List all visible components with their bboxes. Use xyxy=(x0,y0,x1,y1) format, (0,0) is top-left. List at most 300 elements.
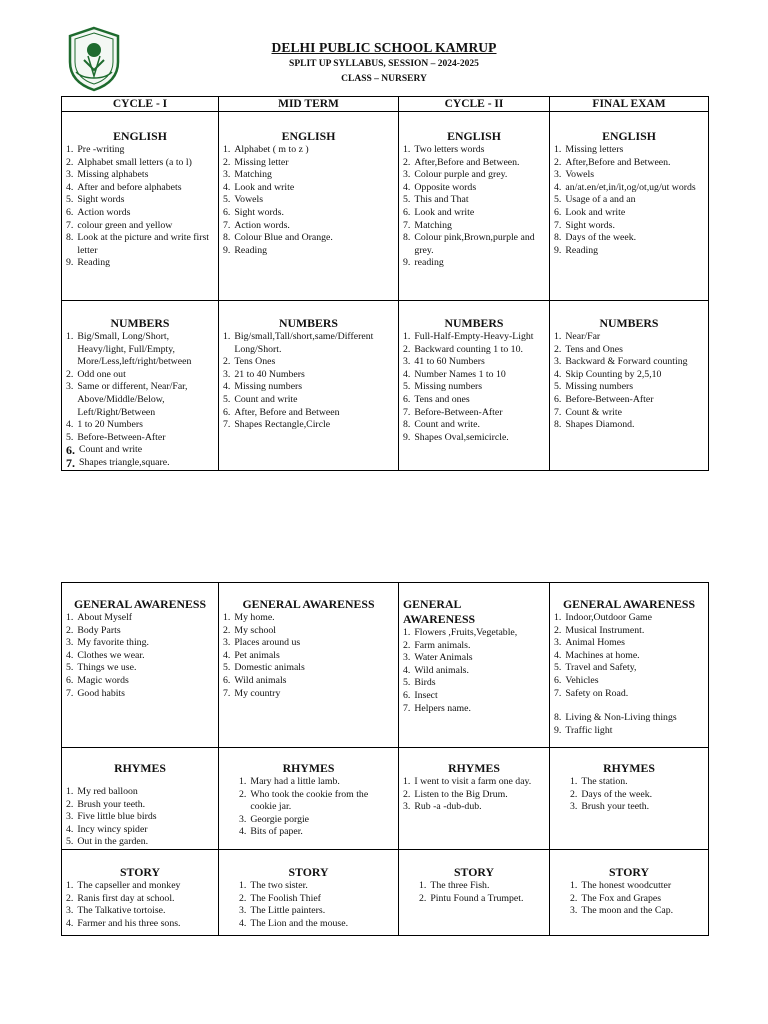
item-number: 4. xyxy=(223,381,231,393)
item-text: After and before alphabets xyxy=(77,181,182,193)
section-heading: GENERAL AWARENESS xyxy=(73,597,207,611)
list-item xyxy=(554,688,704,701)
item-text: Days of the week. xyxy=(565,232,637,244)
item-number: 3. xyxy=(403,652,411,664)
item-text: Look and write xyxy=(414,206,475,218)
item-text: Action words. xyxy=(234,219,290,231)
item-text: Musical Instrument. xyxy=(565,624,645,636)
item-text: My school xyxy=(234,624,276,636)
item-text: Look and write xyxy=(234,181,295,193)
list-item xyxy=(66,194,214,207)
section-heading: ENGLISH xyxy=(447,129,501,143)
item-number: 1. xyxy=(554,144,562,155)
item-number: 7. xyxy=(66,219,74,231)
item-text: Tens and Ones xyxy=(565,343,623,355)
item-number: 1. xyxy=(239,879,247,891)
item-number: 3. xyxy=(239,905,247,917)
list-item xyxy=(223,675,394,688)
item-number: 1. xyxy=(66,331,74,342)
item-text: 41 to 60 Numbers xyxy=(414,356,485,368)
item-number: 3. xyxy=(66,381,74,393)
list-item xyxy=(66,257,214,270)
item-number: 8. xyxy=(554,419,562,431)
item-text: Insect xyxy=(414,689,438,701)
list-item xyxy=(223,356,394,369)
item-number: 2. xyxy=(570,788,578,800)
item-number: 8. xyxy=(223,232,231,244)
general-awareness-cell xyxy=(399,583,550,748)
general-awareness-cell xyxy=(62,583,219,748)
list-item xyxy=(403,627,545,640)
item-number: 1. xyxy=(570,879,578,891)
list-item xyxy=(403,344,545,357)
item-text: Things we use. xyxy=(77,662,137,674)
item-text: Sight words. xyxy=(565,219,615,231)
item-number: 2. xyxy=(223,624,231,636)
item-number: 5. xyxy=(554,381,562,393)
item-number: 2. xyxy=(66,368,74,380)
topic-list xyxy=(403,144,545,270)
topic-list xyxy=(554,880,704,918)
item-text: Backward counting 1 to 10. xyxy=(414,343,523,355)
syllabus-subtitle: SPLIT UP SYLLABUS, SESSION – 2024-2025 xyxy=(289,59,479,69)
item-text: After,Before and Between. xyxy=(565,156,671,168)
item-text: After, Before and Between xyxy=(234,406,340,418)
list-item xyxy=(403,801,545,814)
list-item xyxy=(66,207,214,220)
list-item xyxy=(554,169,704,182)
list-item xyxy=(554,801,704,814)
item-number: 4. xyxy=(66,181,74,193)
item-text: Missing numbers xyxy=(414,381,483,393)
item-text: Five little blue birds xyxy=(77,811,157,823)
item-text: Before-Between-After xyxy=(77,431,166,443)
list-item xyxy=(554,712,704,725)
item-number: 1. xyxy=(66,612,74,623)
list-item xyxy=(223,169,394,182)
list-item xyxy=(66,905,214,918)
item-number: 9. xyxy=(554,724,562,736)
item-number: 6. xyxy=(403,689,411,701)
item-number: 5. xyxy=(554,662,562,674)
item-text: The Lion and the mouse. xyxy=(250,917,349,929)
item-text: Action words xyxy=(77,206,131,218)
item-text: The honest woodcutter xyxy=(581,879,672,891)
list-item xyxy=(66,637,214,650)
item-number: 8. xyxy=(554,232,562,244)
item-text: The capseller and monkey xyxy=(77,879,181,891)
list-item xyxy=(554,776,704,789)
list-item xyxy=(66,369,214,382)
list-item xyxy=(66,232,214,257)
item-number: 8. xyxy=(403,232,411,244)
list-item xyxy=(66,688,214,701)
topic-list xyxy=(66,880,214,930)
item-text: The Fox and Grapes xyxy=(581,892,662,904)
item-number: 3. xyxy=(239,813,247,825)
list-item xyxy=(403,640,545,653)
item-text: Wild animals. xyxy=(414,664,469,676)
list-item xyxy=(403,652,545,665)
section-heading: STORY xyxy=(453,864,495,879)
item-text: Reading xyxy=(234,244,268,256)
section-heading: STORY xyxy=(119,864,161,879)
list-item xyxy=(66,625,214,638)
list-item xyxy=(223,905,394,918)
item-number: 4. xyxy=(66,823,74,835)
item-number: 5. xyxy=(403,677,411,689)
item-number: 4. xyxy=(554,368,562,380)
item-text: Missing letters xyxy=(565,144,624,155)
topic-list xyxy=(223,880,394,930)
item-number: 1. xyxy=(403,331,411,342)
spacer xyxy=(66,776,214,786)
item-number: 3. xyxy=(223,637,231,649)
list-item xyxy=(223,918,394,931)
topic-list xyxy=(223,776,394,839)
list-item xyxy=(223,407,394,420)
item-text: Before-Between-After xyxy=(565,393,654,405)
list-item xyxy=(554,182,704,195)
item-number: 2. xyxy=(223,156,231,168)
item-text: The Little painters. xyxy=(250,905,326,917)
item-number: 3. xyxy=(554,637,562,649)
item-number: 7. xyxy=(403,702,411,714)
list-item xyxy=(554,662,704,675)
item-text: Tens and ones xyxy=(414,393,470,405)
item-text: Number Names 1 to 10 xyxy=(414,368,506,380)
item-number: 4. xyxy=(239,826,247,838)
item-text: Count and write xyxy=(79,444,143,456)
item-number: 2. xyxy=(66,892,74,904)
item-text: Wild animals xyxy=(234,674,287,686)
list-item xyxy=(403,356,545,369)
item-number: 2. xyxy=(570,892,578,904)
rhymes-row xyxy=(62,748,709,850)
item-text: Farm animals. xyxy=(414,639,471,651)
section-heading: GENERAL AWARENESS xyxy=(242,597,375,611)
item-number: 5. xyxy=(223,662,231,674)
item-text: Living & Non-Living things xyxy=(565,712,677,724)
item-text: Shapes Rectangle,Circle xyxy=(234,419,331,431)
item-number: 9. xyxy=(403,431,411,443)
list-item xyxy=(554,893,704,906)
item-number: 2. xyxy=(554,624,562,636)
item-number: 5. xyxy=(403,381,411,393)
item-number: 1. xyxy=(419,879,427,891)
item-text: Usage of a and an xyxy=(565,194,636,206)
item-number: 4. xyxy=(554,181,562,193)
list-item xyxy=(66,144,214,157)
list-item xyxy=(403,432,545,445)
item-number: 9. xyxy=(554,244,562,256)
list-item xyxy=(403,690,545,703)
list-item xyxy=(223,688,394,701)
english-cell xyxy=(219,112,399,301)
numbers-cell xyxy=(399,301,550,471)
list-item xyxy=(403,665,545,678)
list-item xyxy=(223,625,394,638)
list-item xyxy=(66,419,214,432)
col-header: CYCLE - II xyxy=(399,97,550,112)
list-item xyxy=(223,776,394,789)
item-number: 6. xyxy=(403,206,411,218)
item-text: After,Before and Between. xyxy=(414,156,520,168)
list-item xyxy=(66,444,214,457)
list-item xyxy=(66,182,214,195)
list-item xyxy=(403,207,545,220)
list-item xyxy=(554,880,704,893)
general-awareness-row xyxy=(62,583,709,748)
item-number: 8. xyxy=(554,712,562,724)
item-number: 1. xyxy=(66,879,74,891)
topic-list xyxy=(554,331,704,432)
item-text: 21 to 40 Numbers xyxy=(234,368,305,380)
list-item xyxy=(403,419,545,432)
list-item xyxy=(66,457,214,470)
item-text: Missing alphabets xyxy=(77,169,149,181)
item-text: colour green and yellow xyxy=(77,219,173,231)
item-text: The moon and the Cap. xyxy=(581,905,674,917)
list-item xyxy=(223,182,394,195)
item-text: Count and write. xyxy=(414,419,480,431)
item-number: 9. xyxy=(223,244,231,256)
item-number: 7. xyxy=(403,406,411,418)
item-text: Alphabet ( m to z ) xyxy=(234,144,309,155)
list-item xyxy=(66,650,214,663)
item-number: 3. xyxy=(66,811,74,823)
item-number: 2. xyxy=(66,624,74,636)
item-number: 6. xyxy=(223,206,231,218)
general-awareness-cell xyxy=(550,583,709,748)
english-cell xyxy=(550,112,709,301)
list-item xyxy=(223,381,394,394)
item-number: 4. xyxy=(66,917,74,929)
item-number: 2. xyxy=(66,798,74,810)
item-number: 1. xyxy=(554,612,562,623)
topic-list xyxy=(66,786,214,849)
item-number: 7. xyxy=(403,219,411,231)
item-text: Colour purple and grey. xyxy=(414,169,508,181)
list-item xyxy=(554,356,704,369)
item-text: My country xyxy=(234,687,281,699)
item-text: The two sister. xyxy=(250,879,308,891)
item-text: Ranis first day at school. xyxy=(77,892,175,904)
item-text: Matching xyxy=(234,169,272,181)
item-number: 2. xyxy=(419,892,427,904)
item-number: 3. xyxy=(570,905,578,917)
item-number: 1. xyxy=(403,776,411,787)
topic-list xyxy=(223,331,394,432)
item-number: 6. xyxy=(66,206,74,218)
item-text: 1 to 20 Numbers xyxy=(77,419,143,431)
item-number: 6. xyxy=(223,406,231,418)
list-item xyxy=(223,662,394,675)
item-number: 6. xyxy=(66,443,75,458)
item-number: 7. xyxy=(223,219,231,231)
item-text: Farmer and his three sons. xyxy=(77,917,181,929)
header-row xyxy=(62,97,709,112)
item-number: 3. xyxy=(66,169,74,181)
item-text: Good habits xyxy=(77,687,125,699)
list-item xyxy=(403,182,545,195)
list-item xyxy=(403,157,545,170)
item-text: Pre -writing xyxy=(77,144,125,155)
list-item xyxy=(66,786,214,799)
item-number: 3. xyxy=(403,801,411,813)
item-number: 7. xyxy=(66,687,74,699)
item-text: Pintu Found a Trumpet. xyxy=(430,892,524,904)
item-text: Sight words. xyxy=(234,206,284,218)
list-item xyxy=(554,675,704,688)
item-text: Bits of paper. xyxy=(250,826,303,838)
list-item xyxy=(403,789,545,802)
item-text: an/at.en/et,in/it,og/ot,ug/ut words xyxy=(565,181,696,193)
english-cell xyxy=(62,112,219,301)
list-item xyxy=(403,893,545,906)
item-number: 1. xyxy=(223,144,231,155)
item-text: Incy wincy spider xyxy=(77,823,148,835)
item-number: 1. xyxy=(403,144,411,155)
item-number: 6. xyxy=(403,393,411,405)
list-item xyxy=(554,650,704,663)
section-heading: NUMBERS xyxy=(444,316,504,330)
item-text: Who took the cookie from the cookie jar. xyxy=(250,788,369,813)
list-item xyxy=(223,880,394,893)
item-text: Brush your teeth. xyxy=(77,798,146,810)
item-number: 2. xyxy=(554,343,562,355)
item-text: This and That xyxy=(414,194,469,206)
list-item xyxy=(223,650,394,663)
list-item xyxy=(66,331,214,369)
item-text: Reading xyxy=(77,257,111,269)
rhymes-cell xyxy=(62,748,219,850)
list-item xyxy=(223,331,394,356)
item-text: Colour Blue and Orange. xyxy=(234,232,333,244)
list-item xyxy=(66,880,214,893)
item-number: 1. xyxy=(239,776,247,787)
item-text: Domestic animals xyxy=(234,662,305,674)
item-number: 3. xyxy=(554,169,562,181)
col-header: CYCLE - I xyxy=(62,97,219,112)
topic-list xyxy=(66,612,214,700)
item-number: 9. xyxy=(66,257,74,269)
item-text: Body Parts xyxy=(77,624,121,636)
item-text: reading xyxy=(414,257,444,269)
item-text: Near/Far xyxy=(565,331,601,342)
item-number: 3. xyxy=(66,905,74,917)
item-number: 7. xyxy=(223,419,231,431)
item-number: 1. xyxy=(223,612,231,623)
list-item xyxy=(554,905,704,918)
item-text: Flowers ,Fruits,Vegetable, xyxy=(414,627,518,638)
list-item xyxy=(223,245,394,258)
item-number: 4. xyxy=(403,181,411,193)
story-cell xyxy=(399,849,550,935)
item-number: 3. xyxy=(66,637,74,649)
item-number: 1. xyxy=(570,776,578,787)
item-text: Tens Ones xyxy=(234,356,276,368)
rhymes-cell xyxy=(219,748,399,850)
topic-list xyxy=(403,331,545,444)
list-item xyxy=(66,169,214,182)
item-number: 6. xyxy=(554,674,562,686)
list-item xyxy=(554,637,704,650)
list-item xyxy=(554,612,704,625)
list-item xyxy=(554,232,704,245)
section-heading: GENERAL AWARENESS xyxy=(403,597,476,626)
numbers-row xyxy=(62,301,709,471)
item-text: Listen to the Big Drum. xyxy=(414,788,508,800)
item-text: Matching xyxy=(414,219,452,231)
list-item xyxy=(403,407,545,420)
topic-list xyxy=(554,144,704,257)
list-item xyxy=(66,836,214,849)
item-text: Colour pink,Brown,purple and grey. xyxy=(414,232,535,256)
section-heading: NUMBERS xyxy=(279,316,338,330)
list-item xyxy=(403,369,545,382)
list-item xyxy=(223,194,394,207)
item-number: 5. xyxy=(66,662,74,674)
item-text: Travel and Safety, xyxy=(565,662,637,674)
item-text: Skip Counting by 2,5,10 xyxy=(565,368,662,380)
list-item xyxy=(66,662,214,675)
section-heading: NUMBERS xyxy=(110,316,170,330)
item-number: 5. xyxy=(66,836,74,848)
story-cell xyxy=(550,849,709,935)
numbers-cell xyxy=(62,301,219,471)
item-number: 8. xyxy=(66,232,74,244)
section-heading: RHYMES xyxy=(282,761,335,775)
item-number: 2. xyxy=(223,356,231,368)
item-number: 6. xyxy=(554,393,562,405)
list-item xyxy=(403,169,545,182)
item-number: 9. xyxy=(403,257,411,269)
item-number: 4. xyxy=(403,368,411,380)
list-item xyxy=(554,381,704,394)
list-item xyxy=(223,637,394,650)
item-number: 2. xyxy=(239,788,247,800)
item-text: Look and write xyxy=(565,206,626,218)
item-number: 2. xyxy=(554,156,562,168)
story-row xyxy=(62,849,709,935)
item-number: 1. xyxy=(66,786,74,797)
list-item xyxy=(223,826,394,839)
list-item xyxy=(403,232,545,257)
item-text: Water Animals xyxy=(414,652,473,664)
list-item xyxy=(554,407,704,420)
list-item xyxy=(554,625,704,638)
item-text: Birds xyxy=(414,677,436,689)
list-item xyxy=(66,675,214,688)
english-row xyxy=(62,112,709,301)
item-number: 3. xyxy=(223,368,231,380)
list-item xyxy=(223,157,394,170)
item-text: Alphabet small letters (a to l) xyxy=(77,156,192,168)
topic-list xyxy=(66,144,214,270)
item-text: Backward & Forward counting xyxy=(565,356,688,368)
item-number: 5. xyxy=(66,431,74,443)
item-text: Sight words xyxy=(77,194,125,206)
item-text: Missing numbers xyxy=(234,381,303,393)
list-item xyxy=(66,893,214,906)
item-text: The Talkative tortoise. xyxy=(77,905,166,917)
list-item xyxy=(554,394,704,407)
item-text: The Foolish Thief xyxy=(250,892,321,904)
item-text: Vowels xyxy=(234,194,264,206)
col-header: MID TERM xyxy=(219,97,399,112)
list-item xyxy=(223,893,394,906)
